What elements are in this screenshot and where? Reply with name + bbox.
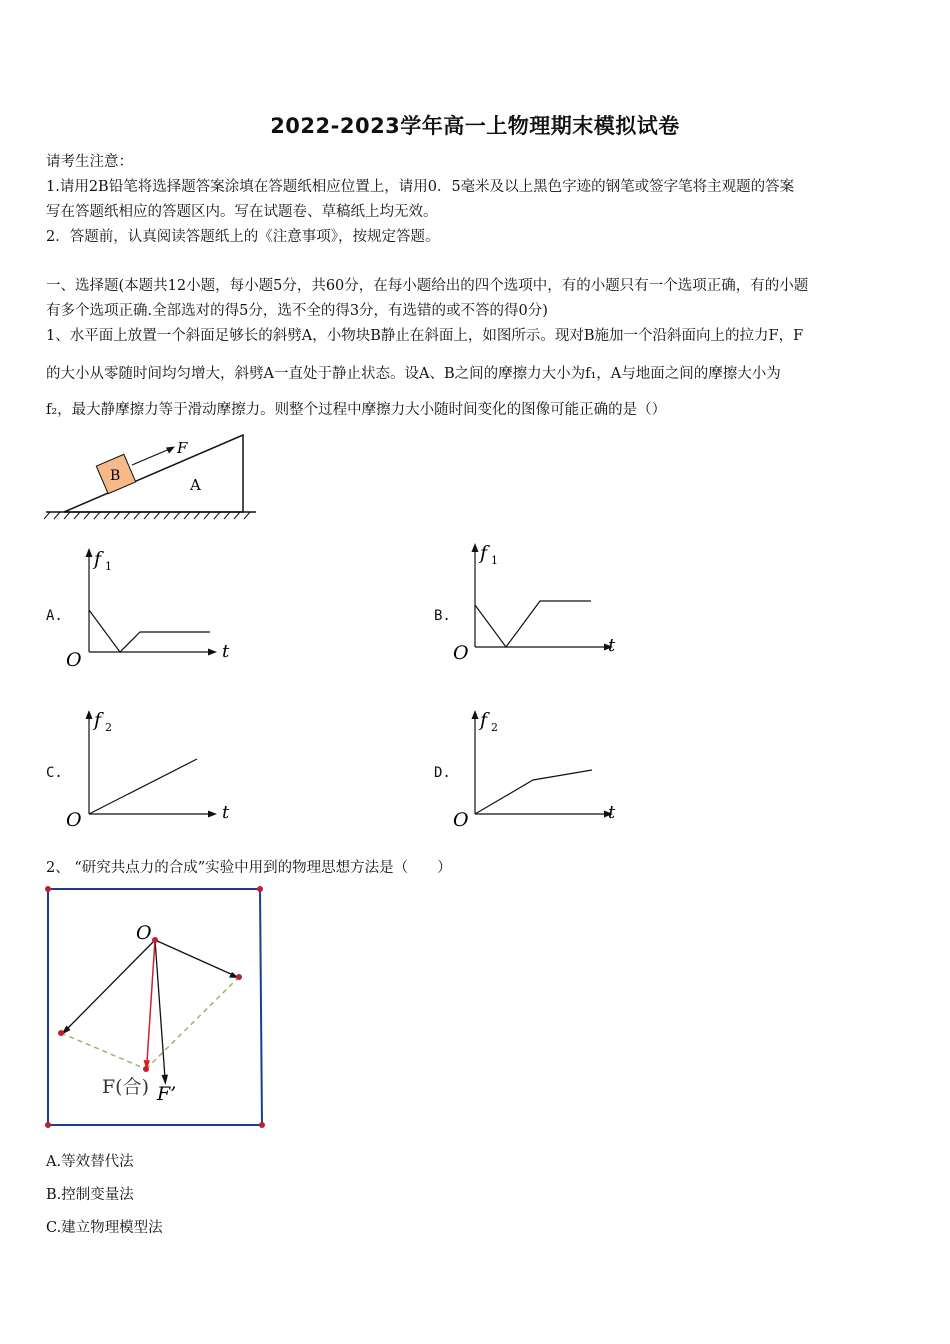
option-b-curve — [475, 601, 591, 647]
svg-text:t: t — [608, 635, 616, 656]
option-d-curve — [475, 770, 592, 814]
notice-heading: 请考生注意： — [46, 154, 133, 170]
svg-text:f: f — [480, 709, 488, 731]
wedge-label: A — [190, 476, 201, 494]
q2-choice-c[interactable]: C.建立物理模型法 — [46, 1220, 163, 1236]
svg-text:O: O — [66, 809, 82, 831]
svg-text:f: f — [480, 542, 488, 564]
resultant-force-arrow — [147, 940, 155, 1062]
q2-choice-a[interactable]: A.等效替代法 — [46, 1154, 134, 1170]
option-a-label: A. — [46, 608, 63, 624]
q1-stem-line-2: 的大小从零随时间均匀增大，斜劈A一直处于静止状态。设A、B之间的摩擦力大小为f₁，A与地面之间的摩擦大小为 — [46, 366, 781, 382]
wedge-a — [64, 435, 243, 512]
svg-text:f: f — [94, 709, 102, 731]
measured-force-arrow — [155, 940, 165, 1078]
origin-label: O — [136, 922, 152, 944]
notice-item-1: 1.请用2B铅笔将选择题答案涂填在答题纸相应位置上，请用0．5毫米及以上黑色字迹的钢笔或签字笔将主观题的答案 — [46, 179, 795, 195]
q2-stem: 2、 “研究共点力的合成”实验中用到的物理思想方法是（ ） — [46, 860, 452, 876]
force-label: F — [177, 439, 188, 457]
option-b-label: B. — [434, 608, 451, 624]
q1-stem-line-1: 1、水平面上放置一个斜面足够长的斜劈A，小物块B静止在斜面上，如图所示。现对B施加一个沿斜面向上的拉力F，F — [46, 328, 804, 344]
svg-text:2: 2 — [105, 721, 112, 734]
section-heading: 一、选择题(本题共12小题，每小题5分，共60分，在每小题给出的四个选项中，有的小题只有一个选项正确，有的小题 — [46, 278, 809, 294]
measured-label: F’ — [157, 1083, 177, 1105]
svg-text:2: 2 — [491, 721, 498, 734]
wedge-figure — [44, 432, 259, 522]
q1-stem-line-3: f₂，最大静摩擦力等于滑动摩擦力。则整个过程中摩擦力大小随时间变化的图像可能正确的是（） — [46, 402, 667, 418]
svg-text:f: f — [94, 548, 102, 570]
section-heading-cont: 有多个选项正确.全部选对的得5分，选不全的得3分，有选错的或不答的得0分) — [46, 303, 548, 319]
option-d-graph[interactable] — [448, 702, 628, 832]
svg-text:1: 1 — [491, 554, 498, 567]
resultant-label: F(合) — [102, 1076, 150, 1098]
option-c-label: C. — [46, 765, 63, 781]
option-b-graph[interactable] — [448, 535, 628, 665]
option-c-graph[interactable] — [60, 702, 240, 832]
block-label: B — [110, 468, 121, 484]
notice-item-2: 2．答题前，认真阅读答题纸上的《注意事项》，按规定答题。 — [46, 229, 440, 245]
q2-choice-b[interactable]: B.控制变量法 — [46, 1187, 134, 1203]
svg-text:1: 1 — [105, 560, 112, 573]
svg-text:O: O — [453, 642, 469, 664]
option-d-label: D. — [434, 765, 451, 781]
component-2-arrow — [155, 940, 233, 975]
svg-text:O: O — [66, 649, 82, 670]
force-composition-figure — [40, 882, 272, 1134]
option-a-curve — [89, 610, 210, 652]
svg-text:t: t — [608, 802, 616, 823]
notice-item-1-cont: 写在答题纸相应的答题区内。写在试题卷、草稿纸上均无效。 — [46, 204, 438, 220]
option-c-curve — [89, 759, 197, 814]
page-title: 2022-2023学年高一上物理期末模拟试卷 — [270, 114, 680, 138]
component-1-arrow — [66, 940, 155, 1030]
svg-text:O: O — [453, 809, 469, 831]
option-a-graph[interactable] — [60, 540, 240, 670]
board-frame — [48, 889, 262, 1125]
force-arrow — [132, 448, 172, 465]
svg-text:t: t — [222, 802, 230, 823]
svg-text:t: t — [222, 641, 230, 662]
